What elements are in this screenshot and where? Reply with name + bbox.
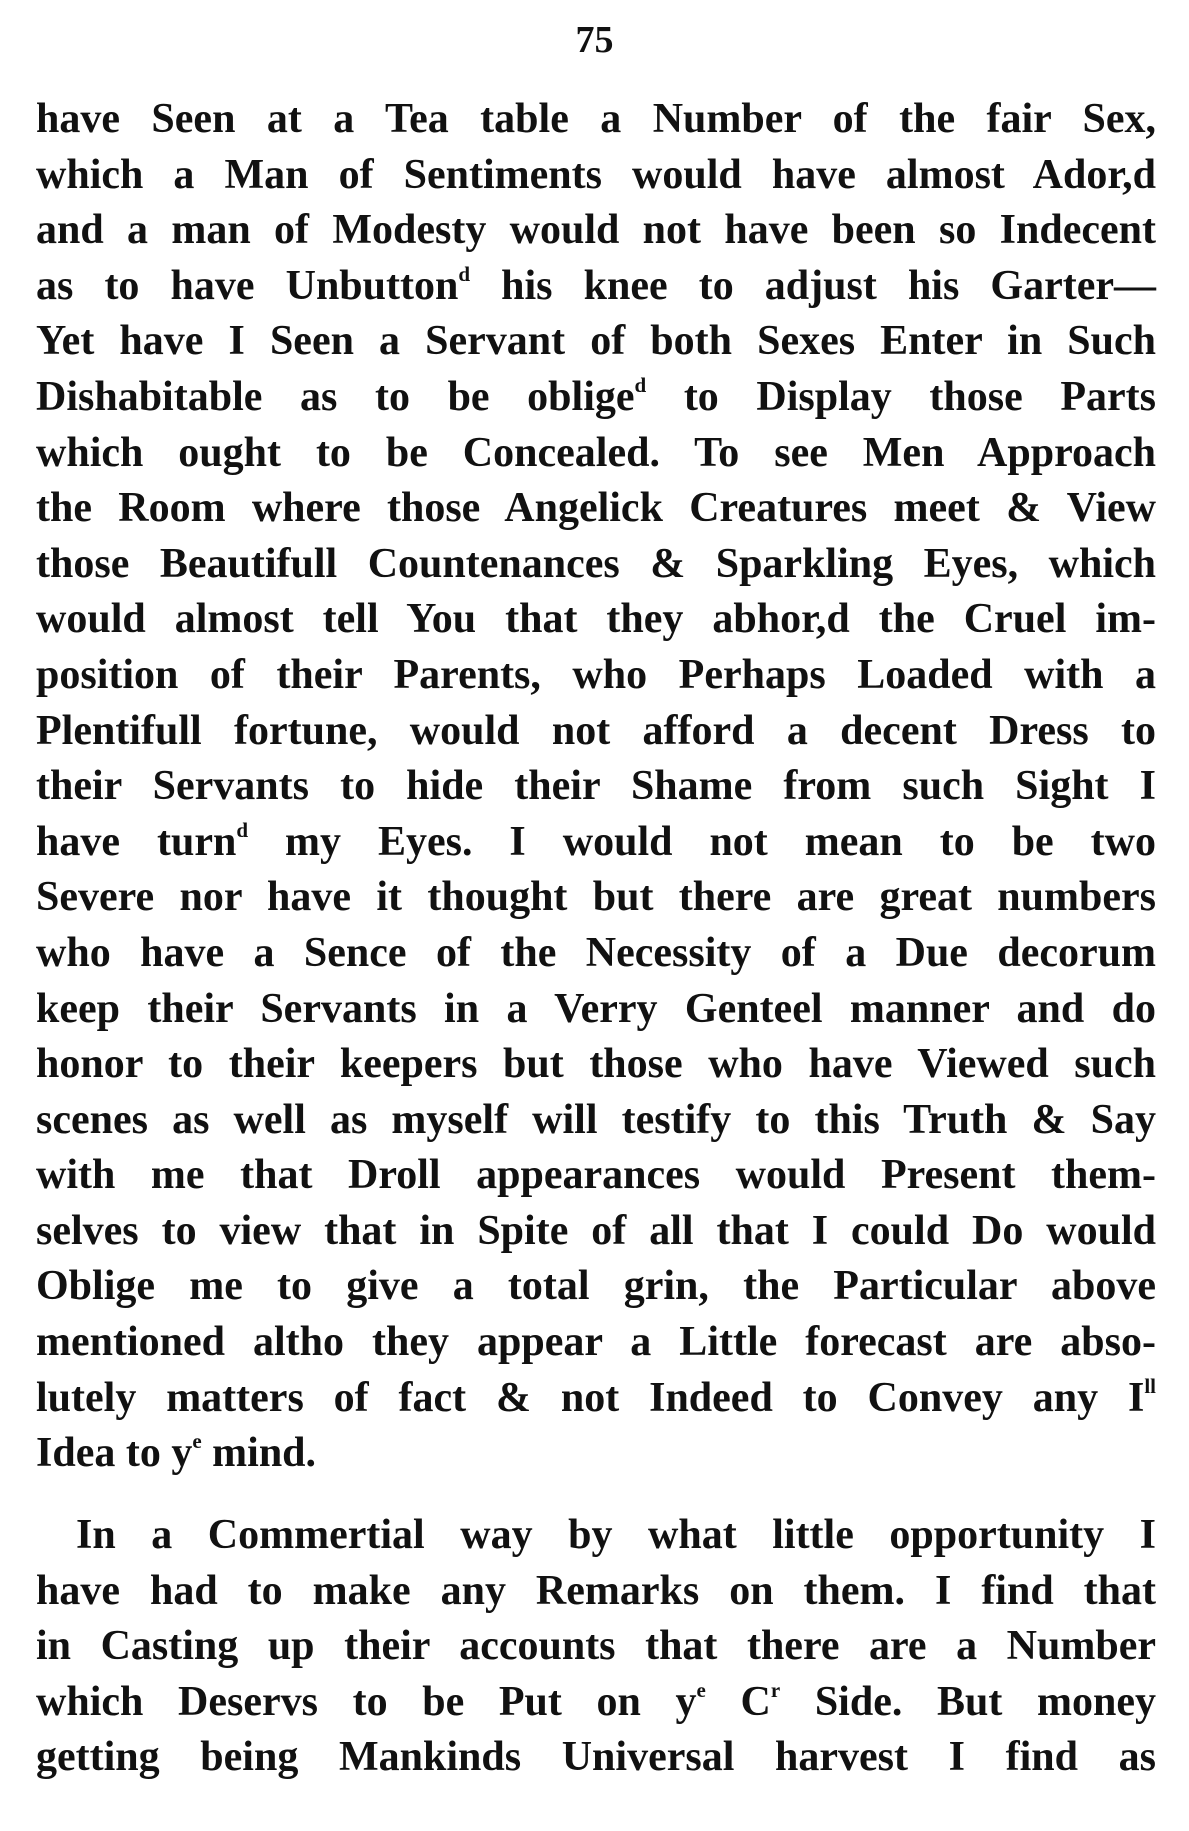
text-line: Severe nor have it thought but there are great numbers bbox=[36, 874, 1156, 921]
text-line: who have a Sence of the Necessity of a Due decorum bbox=[36, 929, 1156, 976]
text-line: in Casting up their accounts that there are a Number bbox=[36, 1623, 1156, 1670]
text-line: and a man of Modesty would not have been so Indecent bbox=[36, 207, 1156, 254]
text-line: Yet have I Seen a Servant of both Sexes Enter in Such bbox=[36, 318, 1156, 365]
text-line: Oblige me to give a total grin, the Particular above bbox=[36, 1263, 1156, 1310]
page-number: 75 bbox=[575, 19, 614, 61]
superscript: ll bbox=[1144, 1373, 1156, 1398]
superscript: d bbox=[634, 372, 647, 397]
text-line: which Deservs to be Put on $y^e$ $C^r$ Side. But money bbox=[36, 1677, 1156, 1725]
paragraph-1 bbox=[36, 92, 1156, 1482]
superscript: d bbox=[236, 817, 249, 842]
text-line: honor to their keepers but those who have Viewed such bbox=[36, 1041, 1156, 1088]
text-line: which a Man of Sentiments would have almost Ador,d bbox=[36, 151, 1156, 198]
text-line: selves to view that in Spite of all that I could Do would bbox=[36, 1207, 1156, 1254]
text-line: lutely matters of fact & not Indeed to Convey any $I^{ll}$ bbox=[36, 1373, 1156, 1421]
text-line: have had to make any Remarks on them. I find that bbox=[36, 1567, 1156, 1614]
text-line: which ought to be Concealed. To see Men Approach bbox=[36, 429, 1156, 476]
superscript: d bbox=[458, 261, 471, 286]
text-line: mentioned altho they appear a Little forecast are abso- bbox=[36, 1319, 1156, 1366]
text-line: getting being Mankinds Universal harvest I find as bbox=[36, 1734, 1156, 1781]
text-line: In a Commertial way by what little opportunity I bbox=[76, 1512, 1156, 1558]
text-line: keep their Servants in a Verry Genteel manner and do bbox=[36, 985, 1156, 1032]
text-line: Idea to $y^e$ mind. bbox=[36, 1429, 317, 1477]
text-line: as to have Unbutton$^d$ his knee to adjust his Garter— bbox=[36, 261, 1156, 309]
text-line: those Beautifull Countenances & Sparkling Eyes, which bbox=[36, 540, 1156, 587]
superscript: r bbox=[770, 1677, 781, 1702]
text-line: Dishabitable as to be oblige$^d$ to Display those Parts bbox=[36, 372, 1156, 420]
text-line: scenes as well as myself will testify to this Truth & Say bbox=[36, 1096, 1156, 1143]
text-line: the Room where those Angelick Creatures meet & View bbox=[36, 485, 1156, 532]
text-line: have turn$^d$ my Eyes. I would not mean to be two bbox=[36, 817, 1156, 865]
text-line: would almost tell You that they abhor,d the Cruel im- bbox=[36, 596, 1156, 643]
text-line: have Seen at a Tea table a Number of the fair Sex, bbox=[36, 96, 1156, 142]
superscript: e bbox=[696, 1677, 706, 1702]
text-line: Plentifull fortune, would not afford a decent Dress to bbox=[36, 707, 1156, 754]
paragraph-2 bbox=[36, 1508, 1156, 1786]
text-line: their Servants to hide their Shame from such Sight I bbox=[36, 763, 1156, 810]
text-line: position of their Parents, who Perhaps Loaded with a bbox=[36, 651, 1156, 698]
text-line: with me that Droll appearances would Present them- bbox=[36, 1152, 1156, 1199]
superscript: e bbox=[192, 1429, 202, 1454]
